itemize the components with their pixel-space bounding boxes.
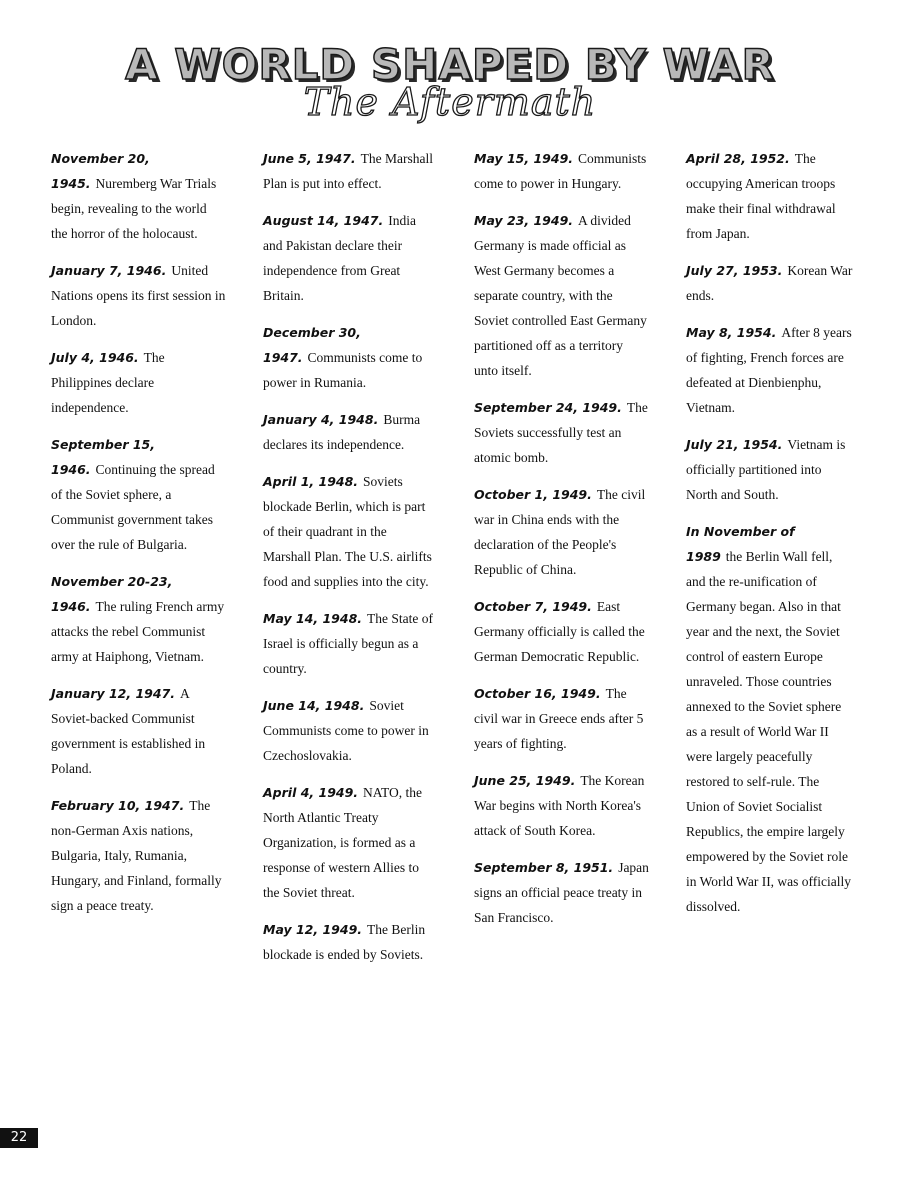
entry-text: The Philippines declare independence. [51,350,165,415]
entry-text: The occupying American troops make their final withdrawal from Japan. [686,151,836,241]
entry-text: India and Pakistan declare their independence from Great Britain. [263,213,416,303]
entry-date: August 14, 1947. [263,213,384,228]
entry-date: July 4, 1946. [51,350,139,365]
timeline-column-3 [474,146,649,942]
entry-date: June 25, 1949. [474,773,576,788]
entry-date: October 7, 1949. [474,599,592,614]
entry-date: In November of 1989 [686,524,795,564]
entry-text: Soviets blockade Berlin, which is part of their quadrant in the Marshall Plan. The U.S. airlifts food and supplies into the city. [263,474,432,589]
timeline-entry [263,320,438,395]
entry-date: December 30, 1947. [263,325,361,365]
entry-date: April 28, 1952. [686,151,790,166]
entry-date: September 8, 1951. [474,860,614,875]
timeline-entry [51,345,226,420]
timeline-column-4 [686,146,854,931]
entry-text: The ruling French army attacks the rebel Communist army at Haiphong, Vietnam. [51,599,225,664]
timeline-entry [474,768,649,843]
timeline-entry [263,208,438,308]
entry-date: April 4, 1949. [263,785,359,800]
timeline-entry [263,469,438,594]
timeline-entry [51,432,226,557]
entry-text: The non-German Axis nations, Bulgaria, Italy, Rumania, Hungary, and Finland, formally sign a peace treaty. [51,798,222,913]
entry-date: May 14, 1948. [263,611,363,626]
entry-date: November 20-23, 1946. [51,574,173,614]
page-subtitle: The Aftermath [303,80,597,124]
entry-date: July 21, 1954. [686,437,783,452]
timeline-entry [263,606,438,681]
entry-text: After 8 years of fighting, French forces are defeated at Dienbienphu, Vietnam. [686,325,852,415]
timeline-entry [51,681,226,781]
entry-text: Burma declares its independence. [263,412,421,452]
entry-text: The civil war in China ends with the declaration of the People's Republic of China. [474,487,646,577]
entry-date: April 1, 1948. [263,474,359,489]
timeline-entry [263,693,438,768]
timeline-column-1 [51,146,226,930]
timeline-column-2 [263,146,438,979]
timeline-entry [474,146,649,196]
entry-date: June 5, 1947. [263,151,356,166]
entry-text: the Berlin Wall fell, and the re-unification of Germany began. Also in that year and the next, the Soviet control of eastern Europe unraveled. Those countries annexed to the Soviet sphere as a result of World War II were largely peacefully restored to self-rule. The Union of Soviet Socialist Republics, the empire largely empowered by the Soviet role in World War II, was officially dissolved. [686,549,852,914]
entry-text: A divided Germany is made official as West Germany becomes a separate country, with the Soviet controlled East Germany partitioned off as a territory unto itself. [474,213,647,378]
entry-text: Nuremberg War Trials begin, revealing to the world the horror of the holocaust. [51,176,217,241]
entry-date: September 15, 1946. [51,437,155,477]
timeline-entry [51,146,226,246]
timeline-entry [51,258,226,333]
entry-date: January 12, 1947. [51,686,176,701]
entry-text: The Marshall Plan is put into effect. [263,151,433,191]
entry-date: January 7, 1946. [51,263,167,278]
entry-text: United Nations opens its first session in London. [51,263,226,328]
timeline-entry [263,407,438,457]
entry-text: East Germany officially is called the German Democratic Republic. [474,599,645,664]
entry-text: NATO, the North Atlantic Treaty Organization, is formed as a response of western Allies to the Soviet threat. [263,785,423,900]
entry-text: Communists come to power in Rumania. [263,350,423,390]
entry-date: June 14, 1948. [263,698,365,713]
timeline-entry [686,146,854,246]
timeline-entry [474,482,649,582]
timeline-entry [263,780,438,905]
entry-date: October 1, 1949. [474,487,592,502]
timeline-entry [686,258,854,308]
timeline-entry [474,594,649,669]
timeline-entry [474,681,649,756]
entry-date: May 23, 1949. [474,213,574,228]
timeline-entry [686,519,854,919]
entry-text: The State of Israel is officially begun as a country. [263,611,434,676]
entry-date: November 20, 1945. [51,151,150,191]
entry-text: Soviet Communists come to power in Czechoslovakia. [263,698,429,763]
entry-date: May 8, 1954. [686,325,777,340]
timeline-entry [51,793,226,918]
entry-text: A Soviet-backed Communist government is established in Poland. [51,686,206,776]
entry-text: The Soviets successfully test an atomic bomb. [474,400,648,465]
entry-date: September 24, 1949. [474,400,622,415]
entry-date: July 27, 1953. [686,263,783,278]
page-number: 22 [0,1128,38,1148]
entry-text: The Berlin blockade is ended by Soviets. [263,922,426,962]
entry-text: Communists come to power in Hungary. [474,151,647,191]
timeline-entry [263,146,438,196]
entry-date: October 16, 1949. [474,686,601,701]
entry-text: The civil war in Greece ends after 5 years of fighting. [474,686,644,751]
entry-text: The Korean War begins with North Korea's attack of South Korea. [474,773,645,838]
timeline-entry [474,208,649,383]
entry-date: February 10, 1947. [51,798,185,813]
timeline-entry [263,917,438,967]
timeline-entry [474,395,649,470]
timeline-entry [474,855,649,930]
entry-text: Vietnam is officially partitioned into North and South. [686,437,846,502]
entry-date: January 4, 1948. [263,412,379,427]
entry-date: May 12, 1949. [263,922,363,937]
entry-text: Continuing the spread of the Soviet sphere, a Communist government takes over the rule of Bulgaria. [51,462,215,552]
entry-text: Korean War ends. [686,263,853,303]
entry-date: May 15, 1949. [474,151,574,166]
timeline-entry [686,432,854,507]
page-title: A WORLD SHAPED BY WAR [125,40,775,89]
timeline-entry [51,569,226,669]
entry-text: Japan signs an official peace treaty in San Francisco. [474,860,649,925]
timeline-entry [686,320,854,420]
